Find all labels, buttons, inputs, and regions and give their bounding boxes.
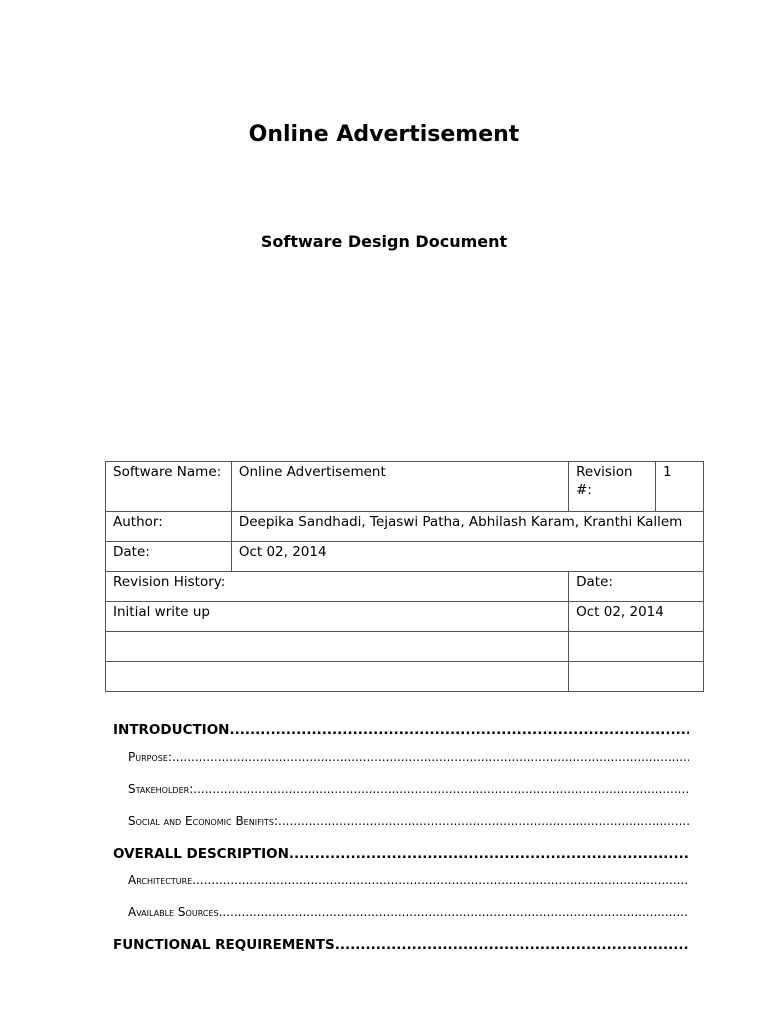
document-info-table xyxy=(105,461,704,692)
revision-value: 1 xyxy=(656,462,704,512)
software-name-label: Software Name: xyxy=(106,462,232,512)
table-row xyxy=(106,632,704,662)
table-row xyxy=(106,662,704,692)
history-desc xyxy=(106,662,569,692)
history-desc xyxy=(106,632,569,662)
revision-history-date-header: Date: xyxy=(569,572,704,602)
toc-item-stakeholder[interactable]: Stakeholder: ..... xyxy=(113,782,689,800)
table-row xyxy=(106,542,704,572)
toc-leader-dots xyxy=(172,750,689,768)
table-row xyxy=(106,572,704,602)
table-row xyxy=(106,462,704,512)
author-label: Author: xyxy=(106,512,232,542)
toc-leader-dots xyxy=(192,873,689,891)
document-subtitle: Software Design Document xyxy=(260,232,508,251)
toc-item-social-economic-benefits[interactable]: Social and Economic Benifits: ..... xyxy=(113,814,689,832)
toc-leader-dots xyxy=(229,722,689,740)
toc-leader-dots xyxy=(278,814,689,832)
toc-item-introduction[interactable]: INTRODUCTION ..... xyxy=(113,722,689,740)
toc-leader-dots xyxy=(289,846,689,864)
toc-item-architecture[interactable]: Architecture ..... xyxy=(113,873,689,891)
revision-history-header: Revision History: xyxy=(106,572,569,602)
toc-leader-dots xyxy=(193,782,689,800)
table-row xyxy=(106,602,704,632)
document-title: Online Advertisement xyxy=(248,122,520,147)
history-desc: Initial write up xyxy=(106,602,569,632)
toc-item-functional-requirements[interactable]: FUNCTIONAL REQUIREMENTS ..... xyxy=(113,937,689,955)
table-row xyxy=(106,512,704,542)
toc-item-overall-description[interactable]: OVERALL DESCRIPTION ..... xyxy=(113,846,689,864)
software-name-value: Online Advertisement xyxy=(231,462,568,512)
history-date xyxy=(569,662,704,692)
author-value: Deepika Sandhadi, Tejaswi Patha, Abhilash Karam, Kranthi Kallem xyxy=(231,512,703,542)
toc-leader-dots xyxy=(219,905,689,923)
toc-item-available-sources[interactable]: Available Sources ..... xyxy=(113,905,689,923)
revision-label: Revision #: xyxy=(569,462,656,512)
history-date: Oct 02, 2014 xyxy=(569,602,704,632)
toc-item-purpose[interactable]: Purpose: ..... xyxy=(113,750,689,768)
history-date xyxy=(569,632,704,662)
date-value: Oct 02, 2014 xyxy=(231,542,703,572)
date-label: Date: xyxy=(106,542,232,572)
toc-leader-dots xyxy=(335,937,689,955)
